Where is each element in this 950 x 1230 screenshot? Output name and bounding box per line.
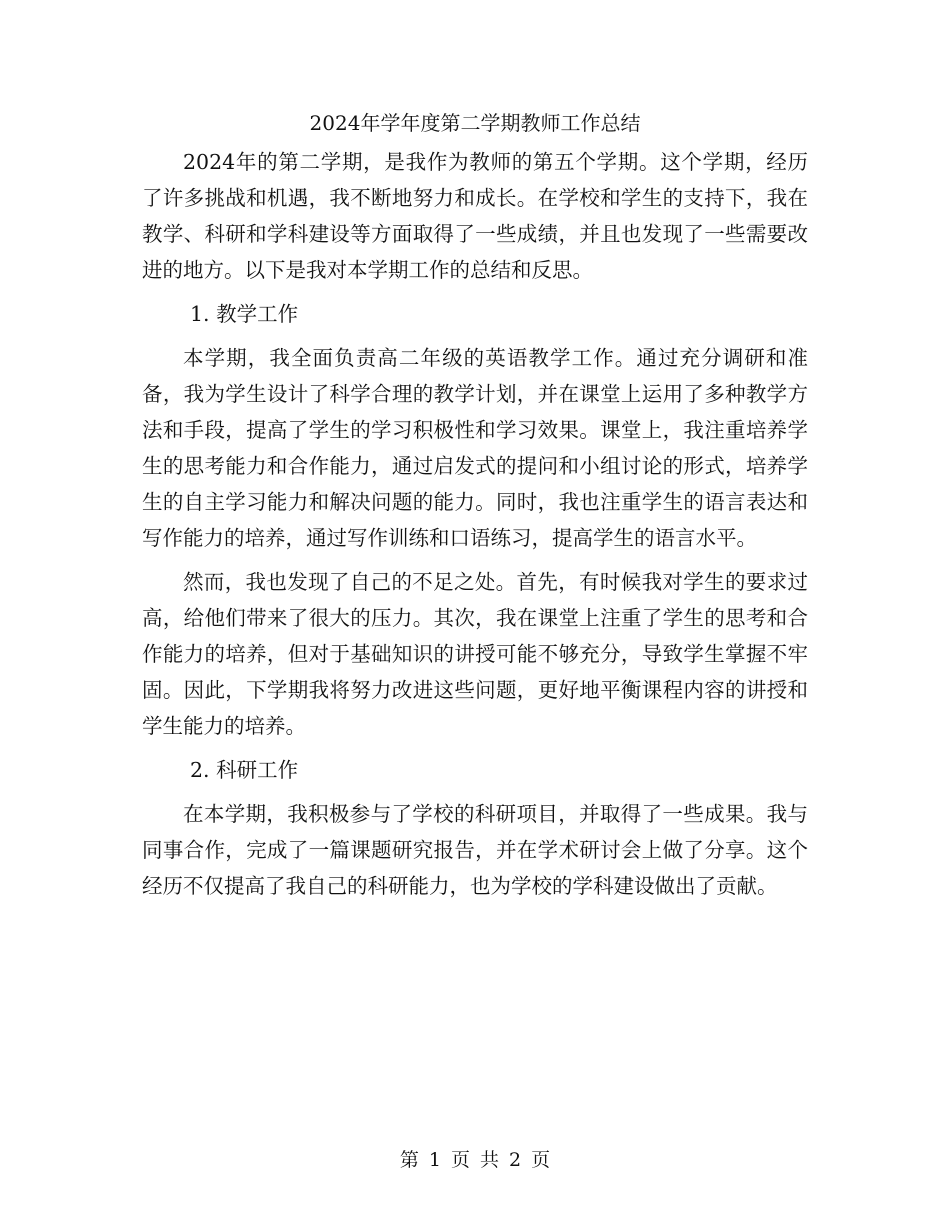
spacer [142, 556, 808, 564]
research-paragraph: 在本学期，我积极参与了学校的科研项目，并取得了一些成果。我与同事合作，完成了一篇课题研究报告，并在学术研讨会上做了分享。这个经历不仅提高了我自己的科研能力，也为学校的学科建设做出了贡献。 [142, 802, 808, 898]
document-body [142, 144, 808, 904]
spacer [142, 788, 808, 796]
document-title: 2024年学年度第二学期教师工作总结 [309, 111, 641, 135]
section-heading-teaching: 1. 教学工作 [190, 302, 299, 326]
teaching-paragraph: 本学期，我全面负责高二年级的英语教学工作。通过充分调研和准备，我为学生设计了科学合理的教学计划，并在课堂上运用了多种教学方法和手段，提高了学生的学习积极性和学习效果。课堂上，我注重培养学生的思考能力和合作能力，通过启发式的提问和小组讨论的形式，培养学生的自主学习能力和解决问题的能力。同时，我也注重学生的语言表达和写作能力的培养，通过写作训练和口语练习，提高学生的语言水平。 [142, 346, 808, 550]
intro-paragraph: 2024年的第二学期，是我作为教师的第五个学期。这个学期，经历了许多挑战和机遇，我不断地努力和成长。在学校和学生的支持下，我在教学、科研和学科建设等方面取得了一些成绩，并且也发现了一些需要改进的地方。以下是我对本学期工作的总结和反思。 [142, 150, 808, 282]
reflection-paragraph: 然而，我也发现了自己的不足之处。首先，有时候我对学生的要求过高，给他们带来了很大的压力。其次，我在课堂上注重了学生的思考和合作能力的培养，但对于基础知识的讲授可能不够充分，导致学生掌握不牢固。因此，下学期我将努力改进这些问题，更好地平衡课程内容的讲授和学生能力的培养。 [142, 570, 808, 738]
spacer [142, 332, 808, 340]
spacer [142, 288, 808, 296]
page-number-footer: 第 1 页 共 2 页 [399, 1149, 551, 1171]
section-heading-research: 2. 科研工作 [190, 758, 299, 782]
spacer [142, 744, 808, 752]
